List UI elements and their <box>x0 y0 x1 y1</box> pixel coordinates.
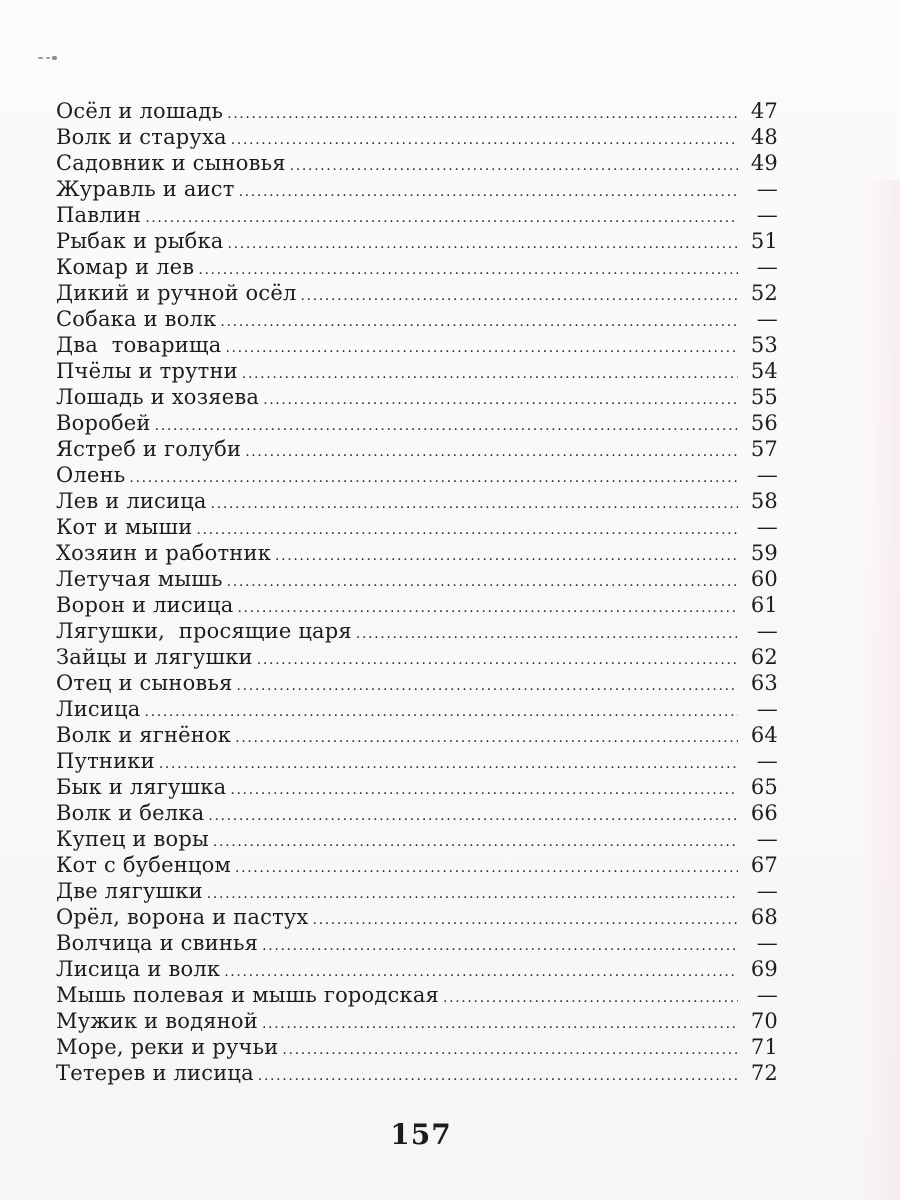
toc-dot-leader <box>228 231 738 257</box>
toc-entry-page: 56 <box>750 411 778 435</box>
toc-entry-page: — <box>756 827 778 851</box>
toc-entry-title: Отец и сыновья <box>56 671 233 695</box>
toc-entry-title: Две лягушки <box>56 879 203 903</box>
toc-entry-page: — <box>756 697 778 721</box>
toc-entry-page: — <box>756 463 778 487</box>
toc-entry <box>56 410 778 436</box>
toc-dot-leader <box>213 829 738 855</box>
toc-entry-title: Летучая мышь <box>56 567 223 591</box>
toc-entry-title: Купец и воры <box>56 827 209 851</box>
toc-entry-title: Олень <box>56 463 126 487</box>
toc-entry <box>56 306 778 332</box>
toc-entry-title: Лев и лисица <box>56 489 207 513</box>
toc-dot-leader <box>208 803 738 829</box>
toc-entry-page: 48 <box>750 125 778 149</box>
toc-dot-leader <box>235 725 738 751</box>
toc-dot-leader <box>275 543 738 569</box>
toc-entry <box>56 540 778 566</box>
toc-dot-leader <box>257 647 738 673</box>
toc-entry <box>56 202 778 228</box>
toc-entry-page: 58 <box>750 489 778 513</box>
toc-entry-title: Волк и белка <box>56 801 205 825</box>
toc-dot-leader <box>227 569 738 595</box>
toc-dot-leader <box>235 855 738 881</box>
toc-entry-page: 53 <box>750 333 778 357</box>
toc-entry-title: Лошадь и хозяева <box>56 385 260 409</box>
toc-entry-title: Лисица и волк <box>56 957 221 981</box>
toc-entry-page: 57 <box>750 437 778 461</box>
toc-dot-leader <box>231 127 738 153</box>
toc-entry-page: 47 <box>750 99 778 123</box>
toc-entry-page: 52 <box>750 281 778 305</box>
toc-dot-leader <box>290 153 738 179</box>
toc-entry <box>56 228 778 254</box>
toc-entry-title: Орёл, ворона и пастух <box>56 905 309 929</box>
toc-entry <box>56 176 778 202</box>
toc-dot-leader <box>242 361 738 387</box>
toc-dot-leader <box>313 907 739 933</box>
toc-entry-page: 63 <box>750 671 778 695</box>
toc-dot-leader <box>262 933 738 959</box>
toc-dot-leader <box>230 777 738 803</box>
toc-entry <box>56 930 778 956</box>
toc-entry-title: Ястреб и голуби <box>56 437 242 461</box>
toc-entry-page: 71 <box>750 1035 778 1059</box>
toc-entry <box>56 462 778 488</box>
toc-entry-title: Волк и ягнёнок <box>56 723 232 747</box>
toc-entry-title: Пчёлы и трутни <box>56 359 238 383</box>
toc-entry-page: — <box>756 983 778 1007</box>
toc-dot-leader <box>237 673 738 699</box>
toc-entry-title: Тетерев и лисица <box>56 1061 254 1085</box>
toc-dot-leader <box>258 1063 738 1089</box>
toc-entry-page: 64 <box>750 723 778 747</box>
toc-entry <box>56 826 778 852</box>
toc-entry <box>56 1008 778 1034</box>
toc-entry <box>56 852 778 878</box>
toc-entry-title: Садовник и сыновья <box>56 151 286 175</box>
toc-entry <box>56 566 778 592</box>
toc-entry <box>56 332 778 358</box>
toc-entry <box>56 774 778 800</box>
toc-entry-title: Волк и старуха <box>56 125 227 149</box>
toc-dot-leader <box>196 517 738 543</box>
toc-entry-title: Мужик и водяной <box>56 1009 258 1033</box>
toc-entry-title: Журавль и аист <box>56 177 235 201</box>
toc-dot-leader <box>239 179 738 205</box>
toc-entry-page: — <box>756 255 778 279</box>
toc-entry-page: — <box>756 749 778 773</box>
toc-entry-title: Собака и волк <box>56 307 217 331</box>
toc-entry-page: — <box>756 307 778 331</box>
toc-entry-page: 62 <box>750 645 778 669</box>
toc-entry-title: Воробей <box>56 411 151 435</box>
toc-entry <box>56 800 778 826</box>
toc-entry-title: Кот с бубенцом <box>56 853 231 877</box>
toc-entry-page: — <box>756 619 778 643</box>
toc-dot-leader <box>159 751 738 777</box>
toc-entry <box>56 618 778 644</box>
toc-entry <box>56 878 778 904</box>
toc-entry-title: Путники <box>56 749 155 773</box>
toc-entry-page: 60 <box>750 567 778 591</box>
toc-entry <box>56 1060 778 1086</box>
toc-entry-title: Волчица и свинья <box>56 931 259 955</box>
toc-entry <box>56 982 778 1008</box>
toc-entry <box>56 384 778 410</box>
toc-entry <box>56 150 778 176</box>
toc-dot-leader <box>301 283 738 309</box>
toc-entry-title: Осёл и лошадь <box>56 99 224 123</box>
toc-entry-page: 67 <box>750 853 778 877</box>
toc-entry-page: — <box>756 879 778 903</box>
toc-entry-title: Комар и лев <box>56 255 195 279</box>
toc-dot-leader <box>245 439 738 465</box>
toc-dot-leader <box>225 335 738 361</box>
toc-entry <box>56 436 778 462</box>
toc-entry-page: 70 <box>750 1009 778 1033</box>
page-number: 157 <box>390 1118 452 1151</box>
toc-dot-leader <box>211 491 738 517</box>
page-edge-tint <box>864 180 900 1200</box>
toc-entry <box>56 358 778 384</box>
toc-dot-leader <box>356 621 738 647</box>
toc-entry-page: 66 <box>750 801 778 825</box>
toc-entry-page: 55 <box>750 385 778 409</box>
toc-entry-title: Два товарища <box>56 333 222 357</box>
toc-entry-page: 69 <box>750 957 778 981</box>
toc-dot-leader <box>263 387 738 413</box>
toc-entry-page: 49 <box>750 151 778 175</box>
toc-entry <box>56 488 778 514</box>
toc-entry <box>56 722 778 748</box>
toc-entry <box>56 748 778 774</box>
toc-dot-leader <box>129 465 738 491</box>
toc-entry-page: — <box>756 203 778 227</box>
toc-entry-page: — <box>756 931 778 955</box>
toc-entry <box>56 514 778 540</box>
toc-entry <box>56 124 778 150</box>
toc-entry-title: Зайцы и лягушки <box>56 645 253 669</box>
toc-entry-page: 54 <box>750 359 778 383</box>
toc-entry-title: Лисица <box>56 697 141 721</box>
toc-entry-title: Лягушки, просящие царя <box>56 619 352 643</box>
toc-entry <box>56 904 778 930</box>
table-of-contents <box>56 98 778 1086</box>
toc-dot-leader <box>227 101 738 127</box>
toc-entry-page: — <box>756 177 778 201</box>
toc-entry-page: 51 <box>750 229 778 253</box>
toc-dot-leader <box>443 985 738 1011</box>
toc-entry <box>56 280 778 306</box>
toc-entry-title: Мышь полевая и мышь городская <box>56 983 439 1007</box>
toc-dot-leader <box>282 1037 738 1063</box>
toc-entry-title: Кот и мыши <box>56 515 193 539</box>
toc-entry-page: 59 <box>750 541 778 565</box>
toc-entry <box>56 254 778 280</box>
toc-entry <box>56 1034 778 1060</box>
toc-entry-title: Бык и лягушка <box>56 775 227 799</box>
toc-entry-title: Дикий и ручной осёл <box>56 281 297 305</box>
toc-dot-leader <box>145 205 738 231</box>
toc-entry <box>56 670 778 696</box>
toc-entry <box>56 956 778 982</box>
print-mark <box>38 56 58 60</box>
toc-entry-title: Ворон и лисица <box>56 593 234 617</box>
toc-entry <box>56 644 778 670</box>
toc-entry-title: Хозяин и работник <box>56 541 272 565</box>
toc-entry-title: Рыбак и рыбка <box>56 229 224 253</box>
toc-entry-page: 65 <box>750 775 778 799</box>
toc-entry <box>56 592 778 618</box>
toc-entry <box>56 696 778 722</box>
toc-entry-title: Море, реки и ручьи <box>56 1035 279 1059</box>
toc-entry <box>56 98 778 124</box>
toc-entry-title: Павлин <box>56 203 142 227</box>
toc-dot-leader <box>262 1011 738 1037</box>
toc-entry-page: 72 <box>750 1061 778 1085</box>
toc-entry-page: — <box>756 515 778 539</box>
toc-entry-page: 68 <box>750 905 778 929</box>
toc-dot-leader <box>220 309 738 335</box>
toc-entry-page: 61 <box>750 593 778 617</box>
